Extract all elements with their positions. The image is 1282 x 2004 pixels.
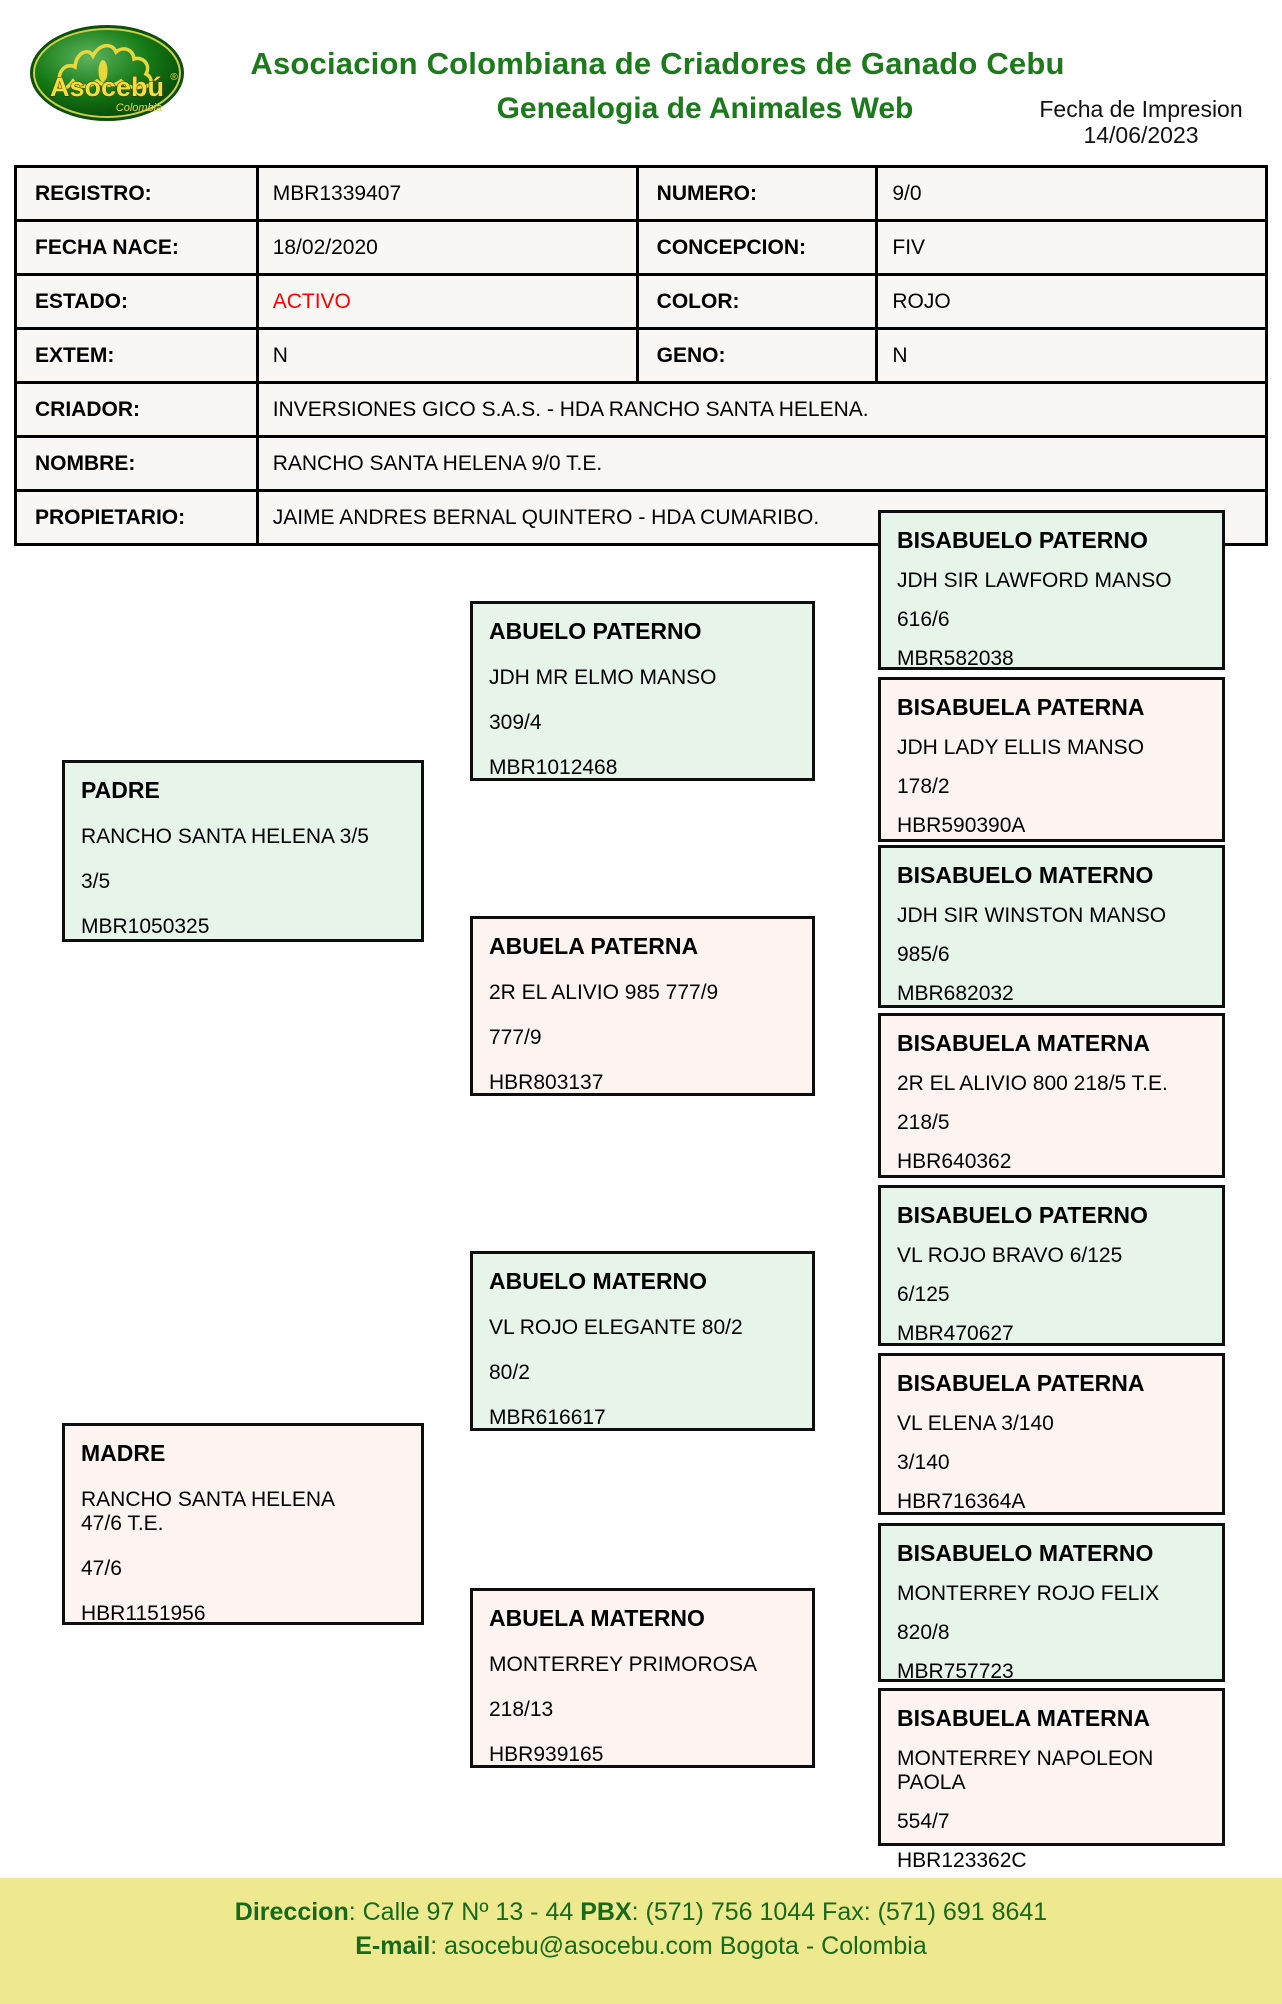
page-subtitle: Genealogia de Animales Web — [496, 92, 914, 125]
asocebu-logo-graphic — [26, 22, 188, 124]
pedigree-box-bisabuela-materna-1 — [878, 1013, 1225, 1178]
animal-registry: MBR616617 — [489, 1406, 606, 1429]
animal-registry: MBR1012468 — [489, 756, 618, 779]
estado-label: ESTADO: — [16, 275, 258, 329]
animal-name: VL ROJO BRAVO 6/125 — [897, 1244, 1123, 1267]
animal-registry: MBR682032 — [897, 982, 1014, 1005]
pedigree-box-bisabuelo-materno-2 — [878, 1523, 1225, 1682]
pedigree-box-title: BISABUELO PATERNO — [897, 1202, 1148, 1228]
animal-number: 218/13 — [489, 1698, 554, 1721]
pedigree-box-title: BISABUELA MATERNA — [897, 1030, 1150, 1056]
animal-name: MONTERREY ROJO FELIX — [897, 1582, 1160, 1605]
animal-number: 3/5 — [81, 870, 111, 893]
animal-name: JDH LADY ELLIS MANSO — [897, 736, 1145, 759]
pedigree-box-title: ABUELO PATERNO — [489, 618, 702, 644]
animal-number: 616/6 — [897, 608, 950, 631]
animal-number: 47/6 — [81, 1557, 122, 1580]
animal-name: MONTERREY NAPOLEON PAOLA — [897, 1747, 1154, 1794]
animal-number: 80/2 — [489, 1361, 530, 1384]
footer-address-text: : Calle 97 Nº 13 - 44 — [348, 1898, 581, 1926]
animal-number: 985/6 — [897, 943, 950, 966]
pedigree-box-abuela-paterna — [470, 916, 815, 1096]
animal-registry: MBR582038 — [897, 647, 1014, 670]
animal-registry: HBR803137 — [489, 1071, 604, 1094]
criador-label: CRIADOR: — [16, 383, 258, 437]
animal-number: 218/5 — [897, 1111, 950, 1134]
animal-registry: HBR939165 — [489, 1743, 604, 1766]
animal-name: 2R EL ALIVIO 800 218/5 T.E. — [897, 1072, 1168, 1095]
animal-name: RANCHO SANTA HELENA 47/6 T.E. — [81, 1488, 334, 1535]
registro-value: MBR1339407 — [257, 167, 637, 221]
footer-email-text: : asocebu@asocebu.com Bogota - Colombia — [430, 1932, 927, 1960]
animal-name: 2R EL ALIVIO 985 777/9 — [489, 981, 719, 1004]
color-value: ROJO — [877, 275, 1267, 329]
pedigree-box-title: ABUELA MATERNO — [489, 1605, 705, 1631]
propietario-value: JAIME ANDRES BERNAL QUINTERO - HDA CUMARIBO. — [257, 491, 1266, 545]
animal-registry: HBR1151956 — [81, 1602, 206, 1625]
table-row — [16, 275, 1267, 329]
pedigree-box-title: BISABUELA PATERNA — [897, 1370, 1145, 1396]
concepcion-label: CONCEPCION: — [637, 221, 877, 275]
geno-value: N — [877, 329, 1267, 383]
color-label: COLOR: — [637, 275, 877, 329]
animal-name: RANCHO SANTA HELENA 3/5 — [81, 825, 369, 848]
pedigree-box-title: BISABUELA PATERNA — [897, 694, 1145, 720]
pedigree-box-bisabuelo-materno-1 — [878, 845, 1225, 1008]
print-date-label: Fecha de Impresion — [1039, 96, 1243, 122]
estado-value: ACTIVO — [257, 275, 637, 329]
concepcion-value: FIV — [877, 221, 1267, 275]
animal-name: JDH SIR WINSTON MANSO — [897, 904, 1167, 927]
pedigree-box-title: BISABUELO PATERNO — [897, 527, 1148, 553]
propietario-label: PROPIETARIO: — [16, 491, 258, 545]
extem-label: EXTEM: — [16, 329, 258, 383]
nombre-value: RANCHO SANTA HELENA 9/0 T.E. — [257, 437, 1266, 491]
pedigree-box-title: BISABUELA MATERNA — [897, 1705, 1150, 1731]
animal-number: 3/140 — [897, 1451, 950, 1474]
extem-value: N — [257, 329, 637, 383]
animal-registry: HBR590390A — [897, 814, 1026, 837]
animal-name: JDH SIR LAWFORD MANSO — [897, 569, 1172, 592]
geno-label: GENO: — [637, 329, 877, 383]
fecha-nace-label: FECHA NACE: — [16, 221, 258, 275]
pedigree-box-title: BISABUELO MATERNO — [897, 1540, 1154, 1566]
pedigree-box-bisabuelo-paterno-2 — [878, 1185, 1225, 1346]
page-footer — [0, 1878, 1282, 2004]
pedigree-box-title: ABUELA PATERNA — [489, 933, 699, 959]
footer-phone-text: : (571) 756 1044 Fax: (571) 691 8641 — [631, 1898, 1048, 1926]
animal-registry: MBR757723 — [897, 1660, 1014, 1683]
pedigree-box-padre — [62, 760, 424, 942]
animal-registry: HBR123362C — [897, 1849, 1027, 1872]
numero-value: 9/0 — [877, 167, 1267, 221]
pedigree-box-bisabuela-materna-2 — [878, 1688, 1225, 1872]
pedigree-box-bisabuela-paterna-1 — [878, 677, 1225, 842]
criador-value: INVERSIONES GICO S.A.S. - HDA RANCHO SANTA HELENA. — [257, 383, 1266, 437]
footer-address-line — [0, 1895, 1282, 1929]
logo-country-text: Colombia — [115, 102, 163, 114]
animal-name: VL ELENA 3/140 — [897, 1412, 1054, 1435]
logo-brand-text: Asocebú — [49, 72, 165, 102]
nombre-label: NOMBRE: — [16, 437, 258, 491]
pedigree-box-title: ABUELO MATERNO — [489, 1268, 708, 1294]
table-row — [16, 437, 1267, 491]
print-date-value: 14/06/2023 — [1083, 122, 1199, 148]
pedigree-box-abuelo-materno — [470, 1251, 815, 1431]
animal-number: 309/4 — [489, 711, 542, 734]
table-row — [16, 383, 1267, 437]
registro-label: REGISTRO: — [16, 167, 258, 221]
footer-email-label: E-mail — [355, 1932, 431, 1960]
pedigree-box-madre — [62, 1423, 424, 1625]
pedigree-box-abuela-materno — [470, 1588, 815, 1768]
animal-registry: HBR640362 — [897, 1150, 1012, 1173]
pedigree-box-abuelo-paterno — [470, 601, 815, 781]
table-row — [16, 221, 1267, 275]
animal-number: 777/9 — [489, 1026, 542, 1049]
animal-registry: HBR716364A — [897, 1490, 1026, 1513]
pedigree-box-title: MADRE — [81, 1440, 166, 1466]
footer-direccion-label: Direccion — [234, 1898, 349, 1926]
animal-name: MONTERREY PRIMOROSA — [489, 1653, 757, 1676]
animal-number: 554/7 — [897, 1810, 950, 1833]
animal-number: 178/2 — [897, 775, 950, 798]
animal-number: 820/8 — [897, 1621, 950, 1644]
print-date-block — [1006, 96, 1276, 148]
animal-number: 6/125 — [897, 1283, 950, 1306]
pedigree-box-bisabuela-paterna-2 — [878, 1353, 1225, 1515]
table-row — [16, 329, 1267, 383]
animal-name: VL ROJO ELEGANTE 80/2 — [489, 1316, 743, 1339]
animal-registry: MBR1050325 — [81, 915, 210, 938]
numero-label: NUMERO: — [637, 167, 877, 221]
table-row — [16, 167, 1267, 221]
pedigree-box-bisabuelo-paterno-1 — [878, 510, 1225, 670]
fecha-nace-value: 18/02/2020 — [257, 221, 637, 275]
animal-name: JDH MR ELMO MANSO — [489, 666, 717, 689]
pedigree-box-title: PADRE — [81, 777, 160, 803]
footer-email-line — [0, 1929, 1282, 1963]
logo-registered-mark: ® — [170, 72, 178, 83]
pedigree-box-title: BISABUELO MATERNO — [897, 862, 1154, 888]
animal-registry: MBR470627 — [897, 1322, 1014, 1345]
registry-table — [14, 165, 1268, 546]
footer-pbx-label: PBX — [580, 1898, 632, 1926]
asocebu-logo — [26, 22, 188, 124]
page-title: Asociacion Colombiana de Criadores de Ganado Cebu — [250, 46, 1065, 81]
